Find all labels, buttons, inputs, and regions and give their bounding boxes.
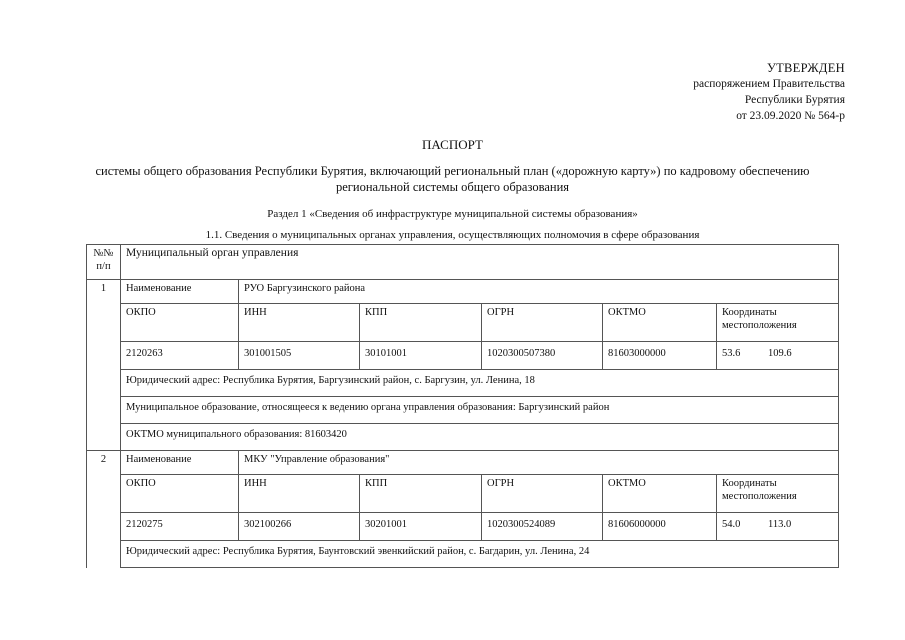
value-inn: 301001505 [239,342,360,370]
value-oktmo: 81606000000 [603,513,717,541]
label-name: Наименование [121,451,239,475]
table-row [87,451,839,475]
subsection-heading: 1.1. Сведения о муниципальных органах управления, осуществляющих полномочия в сфере образования [205,229,700,241]
col-oktmo: ОКТМО [603,304,717,342]
authorities-table [86,244,839,568]
approval-line-2: Республики Бурятия [744,94,845,106]
section-heading: Раздел 1 «Сведения об инфраструктуре муниципальной системы образования» [267,208,638,220]
entry-number: 2 [87,451,121,475]
value-lat: 54.0 [722,519,741,530]
col-coordinates: Координаты местоположения [717,475,839,513]
document-subtitle [60,163,845,195]
approval-line-1: распоряжением Правительства [693,78,845,90]
entry-number: 1 [87,280,121,304]
col-oktmo: ОКТМО [603,475,717,513]
table-row [87,397,839,424]
municipality-oktmo: ОКТМО муниципального образования: 81603420 [121,424,839,451]
entry-name: РУО Баргузинского района [239,280,839,304]
table-row [87,304,839,342]
table-row [87,475,839,513]
value-lon: 109.6 [768,348,792,359]
header-authority: Муниципальный орган управления [121,245,839,280]
label-name: Наименование [121,280,239,304]
col-okpo: ОКПО [121,475,239,513]
col-okpo: ОКПО [121,304,239,342]
table-header-row [87,245,839,280]
value-ogrn: 1020300507380 [482,342,603,370]
col-kpp: КПП [360,475,482,513]
value-okpo: 2120263 [121,342,239,370]
col-inn: ИНН [239,475,360,513]
approval-title: УТВЕРЖДЕН [766,61,845,75]
col-coordinates: Координаты местоположения [717,304,839,342]
value-lat: 53.6 [722,348,741,359]
approval-block [693,60,845,124]
entry-name: МКУ "Управление образования" [239,451,839,475]
value-kpp: 30201001 [360,513,482,541]
subtitle-line-2: региональной системы общего образования [335,180,570,194]
col-ogrn: ОГРН [482,304,603,342]
table-row [87,541,839,568]
value-ogrn: 1020300524089 [482,513,603,541]
value-coordinates [717,513,839,541]
value-lon: 113.0 [768,519,792,530]
table-row [87,342,839,370]
table-row [87,513,839,541]
header-num: №№ п/п [87,245,121,280]
value-kpp: 30101001 [360,342,482,370]
value-okpo: 2120275 [121,513,239,541]
approval-line-3: от 23.09.2020 № 564-р [736,110,845,122]
document-title: ПАСПОРТ [422,137,483,152]
subtitle-line-1: системы общего образования Республики Бурятия, включающий региональный план («дорожную карту») по кадровому обеспечению [95,164,810,178]
col-inn: ИНН [239,304,360,342]
value-inn: 302100266 [239,513,360,541]
value-coordinates [717,342,839,370]
table-row [87,280,839,304]
municipality: Муниципальное образование, относящееся к ведению органа управления образования: Баргузинский район [121,397,839,424]
legal-address: Юридический адрес: Республика Бурятия, Баунтовский эвенкийский район, с. Багдарин, ул. Ленина, 24 [121,541,839,568]
table-row [87,424,839,451]
col-kpp: КПП [360,304,482,342]
table-row [87,370,839,397]
legal-address: Юридический адрес: Республика Бурятия, Баргузинский район, с. Баргузин, ул. Ленина, 18 [121,370,839,397]
value-oktmo: 81603000000 [603,342,717,370]
col-ogrn: ОГРН [482,475,603,513]
